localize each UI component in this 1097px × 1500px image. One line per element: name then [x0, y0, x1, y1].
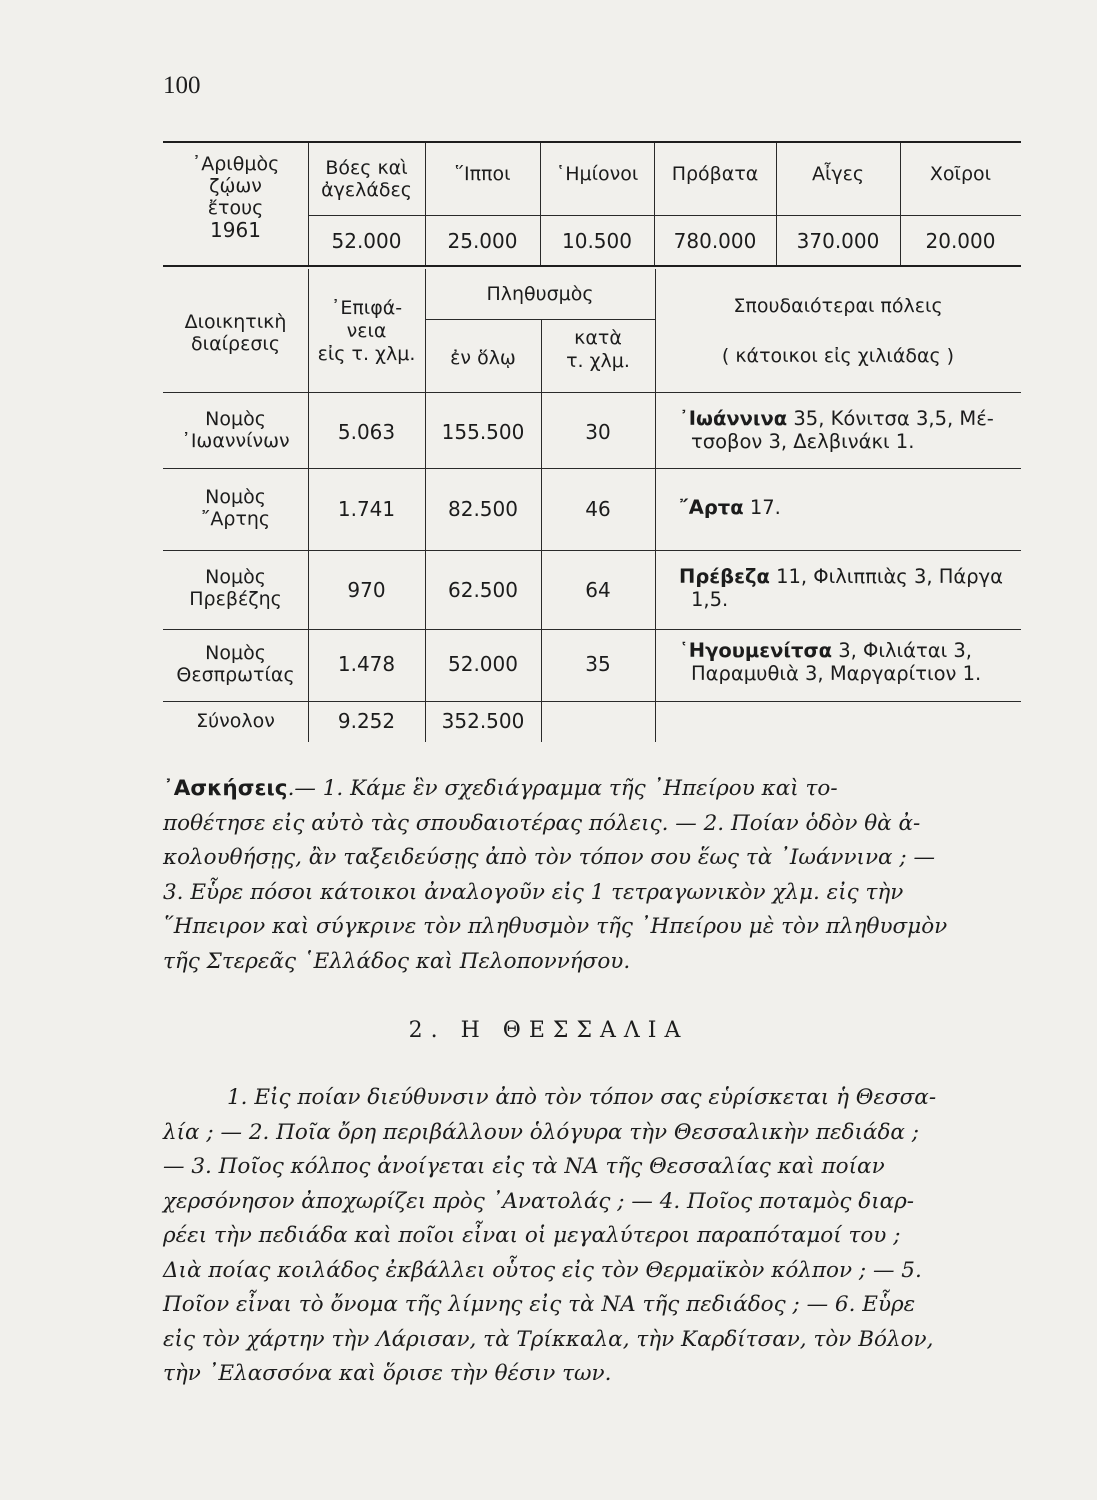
row-area: 970: [347, 578, 386, 602]
row-pop-total: 52.000: [448, 652, 518, 676]
row-cities: ᾽Ιωάννινα 35, Κόνιτσα 3,5, Μέ- τσοβον 3, Δελβινάκι 1.: [679, 407, 994, 453]
row-pop-total: 155.500: [441, 420, 525, 444]
col-header-pigs: Χοῖροι: [929, 163, 992, 185]
header-cities-note: ( κάτοικοι εἰς χιλιάδας ): [721, 345, 955, 367]
section-title: 2. Η ΘΕΣΣΑΛΙΑ: [408, 1018, 689, 1043]
value-horses: 25.000: [447, 229, 518, 253]
row-name: Νομὸς Θεσπρωτίας: [176, 642, 295, 686]
header-population: Πληθυσμὸς: [486, 283, 594, 305]
row-pop-total: 62.500: [448, 578, 518, 602]
exercises-paragraph: ᾽Ασκήσεις.— 1. Κάμε ἓν σχεδιάγραμμα τῆς ᾽Ηπείρου καὶ το- ποθέτησε εἰς αὐτὸ τὰς σπουδαιοτέρας πόλεις. — 2. Ποίαν ὁδὸν θὰ ἀ- κολουθήσῃς, ἂν ταξειδεύσῃς ἀπὸ τὸν τόπον σου ἕως τὰ ᾽Ιωάννινα ; — 3. Εὗρε πόσοι κάτοικοι ἀναλογοῦν εἰς 1 τετραγωνικὸν χλμ. εἰς τὴν ῞Ηπειρον καὶ σύγκρινε τὸν πληθυσμὸν τῆς ᾽Ηπείρου μὲ τὸν πληθυσμὸν τῆς Στερεᾶς ῾Ελλάδος καὶ Πελοποννήσου.: [163, 776, 948, 974]
division-table: [163, 267, 1021, 742]
livestock-table: [163, 141, 1021, 267]
total-population: 352.500: [441, 709, 525, 733]
questions-paragraph: 1. Εἰς ποίαν διεύθυνσιν ἀπὸ τὸν τόπον σας εὑρίσκεται ἡ Θεσσα- λία ; — 2. Ποῖα ὄρη περιβάλλουν ὁλόγυρα τὴν Θεσσαλικὴν πεδιάδα ; — 3. Ποῖος κόλπος ἀνοίγεται εἰς τὰ ΝΑ τῆς Θεσσαλίας καὶ ποίαν χερσόνησον ἀποχωρίζει πρὸς ᾽Ανατολάς ; — 4. Ποῖος ποταμὸς διαρ- ρέει τὴν πεδιάδα καὶ ποῖοι εἶναι οἱ μεγαλύτεροι παραπόταμοί του ; Διὰ ποίας κοιλάδος ἐκβάλλει οὗτος εἰς τὸν Θερμαϊκὸν κόλπον ; — 5. Ποῖον εἶναι τὸ ὄνομα τῆς λίμνης εἰς τὰ ΝΑ τῆς πεδιάδος ; — 6. Εὗρε εἰς τὸν χάρτην τὴν Λάρισαν, τὰ Τρίκκαλα, τὴν Καρδίτσαν, τὸν Βόλον, τὴν ᾽Ελασσόνα καὶ ὅρισε τὴν θέσιν των.: [163, 1085, 937, 1386]
row-name: Νομὸς ᾽Ιωαννίνων: [181, 408, 290, 452]
value-goats: 370.000: [796, 229, 880, 253]
header-division: Διοικητικὴ διαίρεσις: [184, 311, 287, 355]
row-name: Νομὸς Πρεβέζης: [189, 566, 282, 610]
col-header-horses: ῞Ιπποι: [454, 163, 511, 185]
value-sheep: 780.000: [673, 229, 757, 253]
row-area: 1.478: [337, 652, 396, 676]
exercises-label: ᾽Ασκήσεις: [163, 776, 288, 801]
row-density: 35: [585, 652, 611, 676]
header-pop-total: ἐν ὅλῳ: [450, 347, 516, 369]
row-cities: ῾Ηγουμενίτσα 3, Φιλιάται 3, Παραμυθιὰ 3, Μαργαρίτιον 1.: [679, 639, 982, 685]
row-pop-total: 82.500: [448, 497, 518, 521]
header-cities: Σπουδαιότεραι πόλεις: [733, 295, 943, 317]
col-header-mules: ῾Ημίονοι: [555, 163, 639, 185]
total-area: 9.252: [337, 709, 396, 733]
page-number: 100: [163, 72, 201, 99]
header-pop-density: κατὰ τ. χλμ.: [566, 327, 630, 372]
row-name: Νομὸς ῎Αρτης: [200, 486, 271, 530]
row-density: 46: [585, 497, 611, 521]
row-header: ᾽Αριθμὸς ζῴων ἔτους 1961: [191, 153, 280, 242]
table-top-rule: [163, 141, 1021, 143]
value-mules: 10.500: [562, 229, 632, 253]
value-cattle: 52.000: [331, 229, 402, 253]
header-area: ᾽Επιφά- νεια εἰς τ. χλμ.: [317, 297, 416, 365]
row-density: 64: [585, 578, 611, 602]
row-cities: Πρέβεζα 11, Φιλιππιὰς 3, Πάργα 1,5.: [679, 565, 1004, 611]
value-pigs: 20.000: [925, 229, 996, 253]
row-density: 30: [585, 420, 611, 444]
row-area: 5.063: [337, 420, 396, 444]
header-divider: [308, 215, 1021, 216]
col-header-cattle: Βόες καὶ ἀγελάδες: [321, 157, 412, 201]
col-header-goats: Αἶγες: [811, 163, 865, 185]
total-label: Σύνολον: [196, 710, 275, 732]
row-cities: ῎Αρτα 17.: [679, 496, 781, 519]
col-header-sheep: Πρόβατα: [671, 163, 759, 185]
row-area: 1.741: [337, 497, 396, 521]
